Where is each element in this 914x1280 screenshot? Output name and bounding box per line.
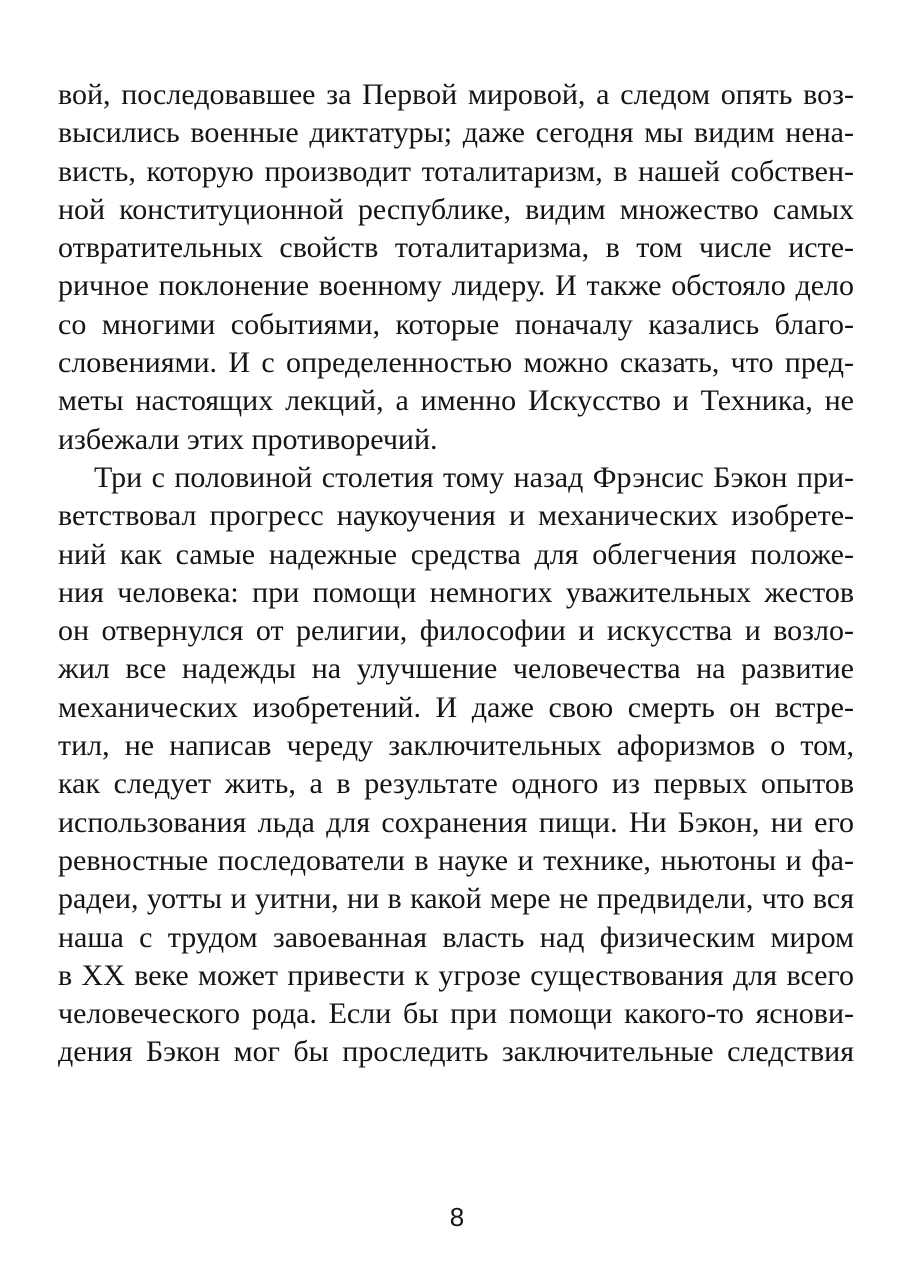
text-line: ревностные последователи в науке и технике, ньютоны и фа- bbox=[58, 843, 854, 877]
text-line: ния человека: при помощи немногих уважительных жестов bbox=[58, 575, 854, 609]
text-line: жил все надежды на улучшение человечества на развитие bbox=[58, 652, 854, 686]
text-line: как следует жить, а в результате одного из первых опытов bbox=[58, 767, 854, 801]
text-line: избежали этих противоречий. bbox=[58, 422, 438, 456]
text-line: высились военные диктатуры; даже сегодня мы видим нена- bbox=[58, 116, 854, 150]
text-line: вой, последовавшее за Первой мировой, а следом опять воз- bbox=[58, 78, 854, 111]
text-line: отвратительных свойств тоталитаризма, в том числе исте- bbox=[58, 231, 854, 265]
text-line: ной конституционной республике, видим множество самых bbox=[58, 192, 854, 226]
text-line: ричное поклонение военному лидеру. И также обстояло дело bbox=[58, 269, 854, 303]
text-line: со многими событиями, которые поначалу казались благо- bbox=[58, 307, 854, 341]
text-line: использования льда для сохранения пищи. Ни Бэкон, ни его bbox=[58, 805, 854, 839]
page-number: 8 bbox=[449, 1202, 465, 1232]
body-text bbox=[58, 76, 854, 1072]
text-line: радеи, уотты и уитни, ни в какой мере не предвидели, что вся bbox=[58, 882, 854, 916]
text-line: в XX веке может привести к угрозе существования для всего bbox=[58, 958, 854, 992]
text-line: висть, которую производит тоталитаризм, в нашей собствен- bbox=[58, 154, 854, 188]
text-line: человеческого рода. Если бы при помощи какого-то яснови- bbox=[58, 997, 854, 1031]
text-line: наша с трудом завоеванная власть над физическим миром bbox=[58, 920, 854, 954]
text-line: ветствовал прогресс наукоучения и механических изобрете- bbox=[58, 499, 854, 533]
text-line: механических изобретений. И даже свою смерть он встре- bbox=[58, 690, 854, 724]
paragraph-first-line: Три с половиной столетия тому назад Фрэнсис Бэкон при- bbox=[94, 460, 854, 494]
text-line: дения Бэкон мог бы проследить заключительные следствия bbox=[58, 1035, 854, 1069]
text-line: он отвернулся от религии, философии и искусства и возло- bbox=[58, 614, 854, 648]
text-line: ний как самые надежные средства для облегчения положе- bbox=[58, 537, 854, 571]
text-line: меты настоящих лекций, а именно Искусство и Техника, не bbox=[58, 384, 854, 418]
text-line: тил, не написав череду заключительных афоризмов о том, bbox=[58, 729, 854, 763]
text-line: словениями. И с определенностью можно сказать, что пред- bbox=[58, 346, 854, 380]
